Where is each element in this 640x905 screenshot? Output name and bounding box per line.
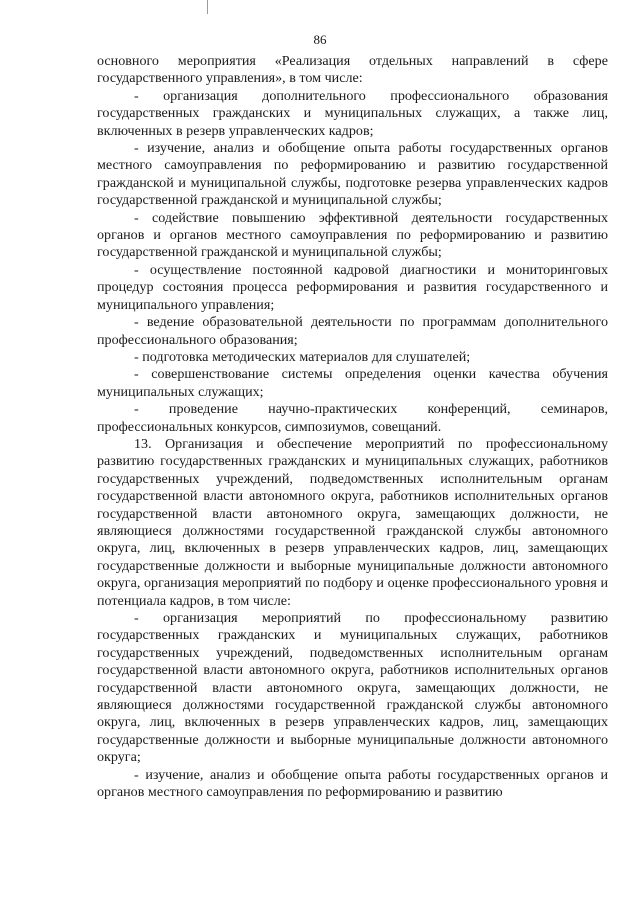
paragraph-section-13: 13. Организация и обеспечение мероприятий по профессиональному развитию государственных гражданских и муниципальных служащих, работников государственных учреждений, подведомственных исполнительным органам государственной власти автономного округа, работников исполнительных органов государственной власти автономного округа, замещающих должности, не являющиеся должностями государственной гражданской службы автономного округа, лиц, включенных в резерв управленческих кадров, лиц, замещающих государственные должности и выборные муниципальные должности автономного округа, организация мероприятий по подбору и оценке профессионального уровня и потенциала кадров, в том числе: (97, 435, 608, 609)
paragraph-intro: основного мероприятия «Реализация отдельных направлений в сфере государственного управления», в том числе: (97, 53, 608, 87)
page-number: 86 (313, 32, 327, 47)
list-item-organization-events: - организация мероприятий по профессиональному развитию государственных гражданских и муниципальных служащих, работников государственных учреждений, подведомственных исполнительным органам государственной власти автономного округа, работников исполнительных органов государственной власти автономного округа, замещающих должности, не являющиеся должностями государственной гражданской службы автономного округа, лиц, включенных в резерв управленческих кадров, лиц, замещающих государственные должности и выборные муниципальные должности автономного округа; (97, 610, 608, 766)
list-item-quality: - совершенствование системы определения оценки качества обучения муниципальных служащих; (97, 366, 608, 400)
document-body (97, 53, 608, 801)
list-item-study-experience: - изучение, анализ и обобщение опыта работы государственных органов местного самоуправления по реформированию и развитию государственной гражданской и муниципальной службы, подготовке резерва управленческих кадров государственной гражданской и муниципальной службы; (97, 140, 608, 209)
list-item-study-experience-2: - изучение, анализ и обобщение опыта работы государственных органов и органов местного самоуправления по реформированию и развитию (97, 766, 608, 801)
list-item-materials: - подготовка методических материалов для слушателей; (134, 348, 471, 365)
list-item-organization: - организация дополнительного профессионального образования государственных гражданских и муниципальных служащих, а также лиц, включенных в резерв управленческих кадров; (97, 87, 608, 139)
list-item-efficiency: - содействие повышению эффективной деятельности государственных органов и органов местного самоуправления по реформированию и развитию государственной гражданской и муниципальной службы; (97, 209, 608, 261)
list-item-education: - ведение образовательной деятельности по программам дополнительного профессионального образования; (97, 314, 608, 348)
scan-edge-mark (207, 0, 208, 14)
list-item-conferences: - проведение научно-практических конференций, семинаров, профессиональных конкурсов, симпозиумов, совещаний. (97, 401, 608, 435)
list-item-diagnostics: - осуществление постоянной кадровой диагностики и мониторинговых процедур состояния процесса реформирования и развития государственного и муниципального управления; (97, 261, 608, 313)
